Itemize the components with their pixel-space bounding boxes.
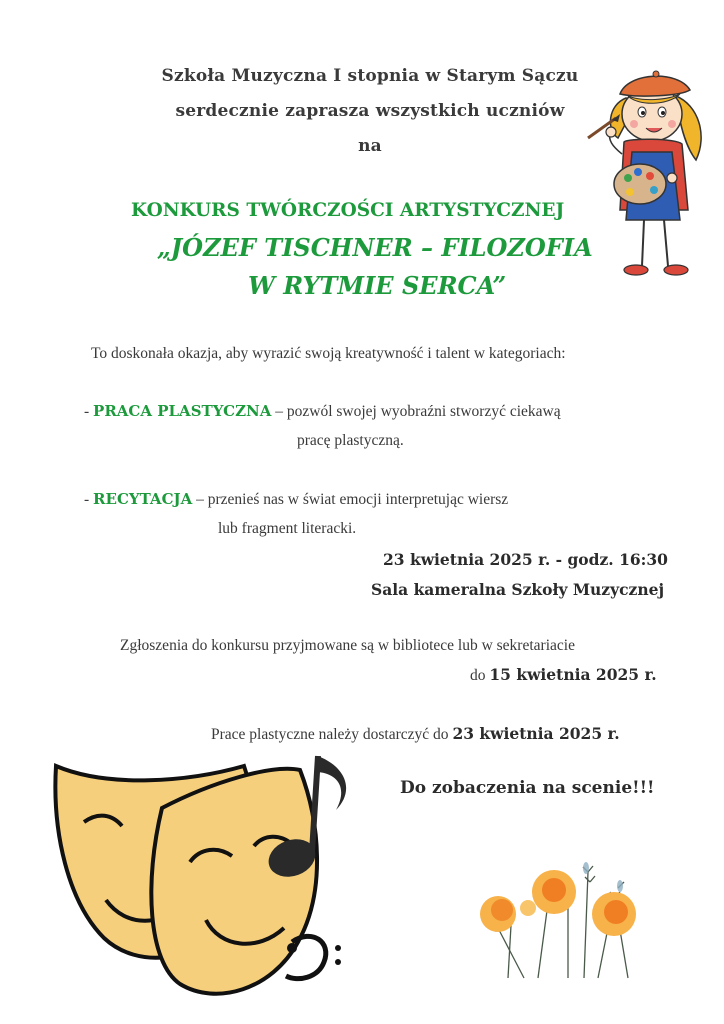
deadline-prefix: do — [470, 667, 490, 684]
na-line: na — [358, 136, 382, 156]
intro-text: To doskonała okazja, aby wyrazić swoją kreatywność i talent w kategoriach: — [91, 345, 566, 362]
category-name: PRACA PLASTYCZNA — [93, 402, 272, 420]
category-dash: - — [84, 403, 94, 420]
contest-subtitle-line2: W RYTMIE SERCA” — [248, 271, 507, 300]
category-item — [84, 490, 508, 509]
deadline-date: 15 kwietnia 2025 r. — [489, 665, 657, 684]
theatre-masks-illustration — [48, 752, 368, 1014]
flowers-illustration — [468, 848, 658, 986]
artwork-date: 23 kwietnia 2025 r. — [452, 724, 620, 743]
contest-title: KONKURS TWÓRCZOŚCI ARTYSTYCZNEJ — [131, 200, 565, 221]
category-description-cont: pracę plastyczną. — [297, 432, 404, 449]
artwork-delivery — [211, 724, 620, 744]
submissions-text: Zgłoszenia do konkursu przyjmowane są w bibliotece lub w sekretariacie — [120, 637, 575, 654]
submissions-deadline — [470, 665, 657, 685]
category-description: – pozwól swojej wyobraźni stworzyć ciekawą — [271, 403, 561, 420]
category-dash: - — [84, 491, 94, 508]
artwork-prefix: Prace plastyczne należy dostarczyć do — [211, 726, 453, 743]
invitation-line: serdecznie zaprasza wszystkich uczniów — [175, 101, 565, 121]
contest-subtitle-line1: „JÓZEF TISCHNER – FILOZOFIA — [157, 233, 593, 262]
category-item — [84, 402, 561, 421]
school-name: Szkoła Muzyczna I stopnia w Starym Sączu — [161, 66, 579, 86]
event-datetime: 23 kwietnia 2025 r. - godz. 16:30 — [383, 550, 668, 569]
event-place: Sala kameralna Szkoły Muzycznej — [371, 580, 665, 599]
closing-text: Do zobaczenia na scenie!!! — [400, 778, 655, 798]
category-name: RECYTACJA — [93, 490, 193, 508]
category-description-cont: lub fragment literacki. — [218, 520, 357, 537]
category-description: – przenieś nas w świat emocji interpretując wiersz — [192, 491, 509, 508]
